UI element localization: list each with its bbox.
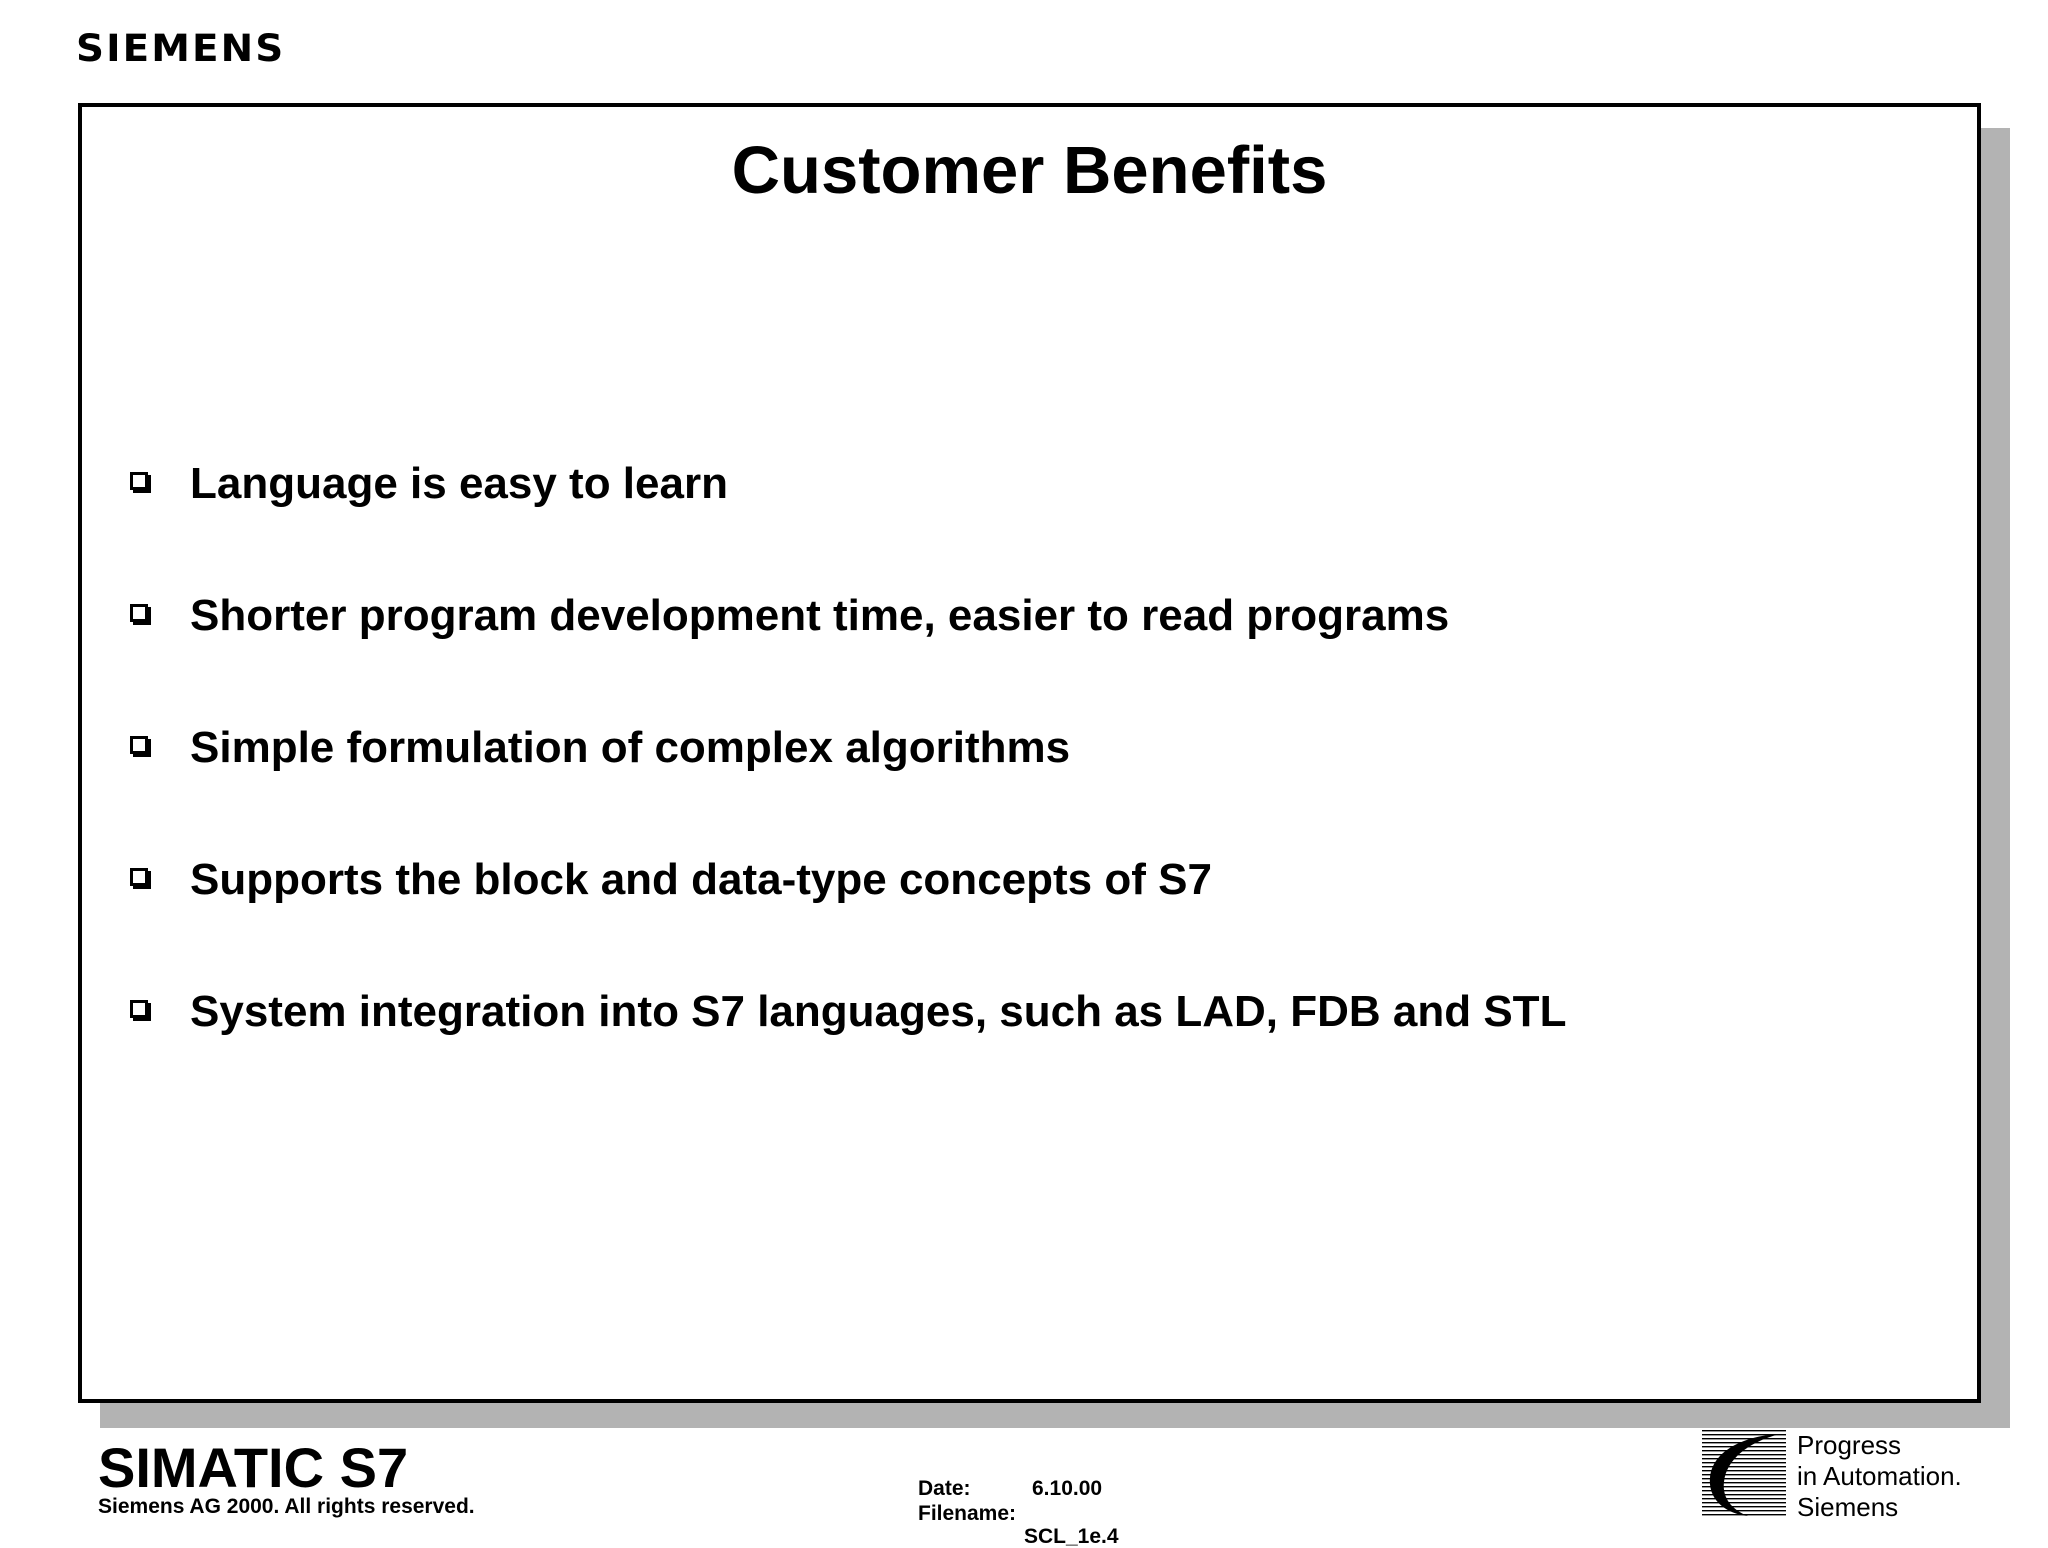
- footer-brand: SIMATIC S7: [98, 1436, 409, 1499]
- checkbox-icon: [130, 868, 148, 886]
- checkbox-icon: [130, 472, 148, 490]
- bullet-item: [82, 591, 1782, 654]
- checkbox-icon: [130, 604, 148, 622]
- siemens-logo: SIEMENS: [76, 27, 286, 70]
- filename-value: SCL_1e.4: [1024, 1525, 1119, 1548]
- footer-copyright: Siemens AG 2000. All rights reserved.: [98, 1495, 475, 1518]
- bullet-text: Simple formulation of complex algorithms: [190, 723, 1071, 772]
- slide-frame: [78, 103, 1981, 1403]
- date-value: 6.10.00: [1032, 1477, 1103, 1500]
- checkbox-icon: [130, 1000, 148, 1018]
- tagline-line: in Automation.: [1797, 1461, 1962, 1491]
- tagline: [1797, 1430, 1962, 1523]
- bullet-item: [82, 855, 1782, 918]
- bullet-text: Supports the block and data-type concepts of S7: [190, 855, 1212, 904]
- slide-title: Customer Benefits: [731, 133, 1328, 208]
- bullet-text: Language is easy to learn: [190, 459, 728, 508]
- tagline-line: Progress: [1797, 1430, 1902, 1460]
- siemens-crescent-emblem-icon: [1702, 1430, 1786, 1518]
- bullet-text: System integration into S7 languages, such as LAD, FDB and STL: [190, 987, 1567, 1036]
- bullet-item: [82, 723, 1782, 786]
- date-label: Date:: [918, 1477, 971, 1500]
- tagline-line: Siemens: [1797, 1492, 1899, 1522]
- bullet-item: [82, 987, 1782, 1050]
- checkbox-icon: [130, 736, 148, 754]
- filename-label: Filename:: [918, 1502, 1017, 1525]
- bullet-item: [82, 459, 1782, 522]
- bullet-text: Shorter program development time, easier to read programs: [190, 591, 1450, 640]
